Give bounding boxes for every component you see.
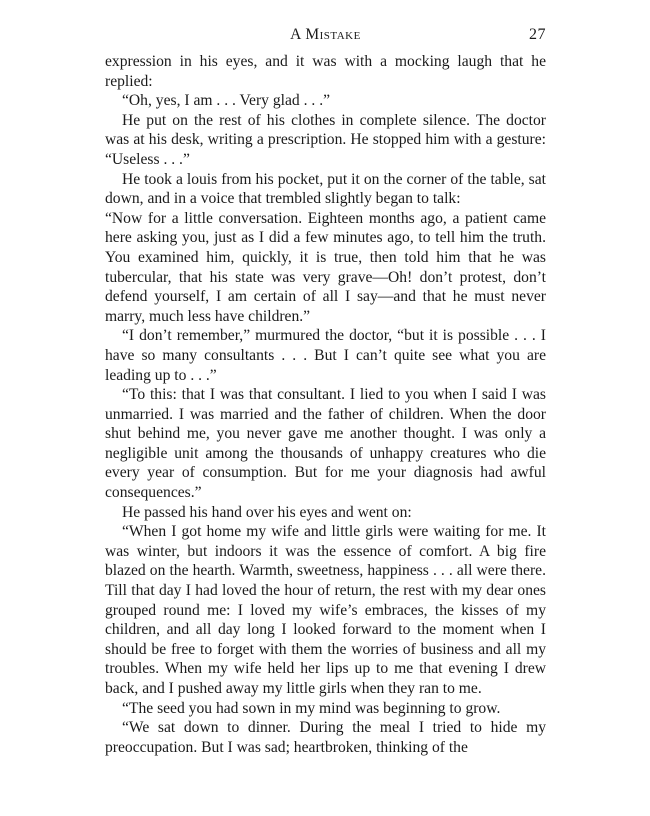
paragraph: He passed his hand over his eyes and went on:: [122, 503, 412, 521]
paragraph: “When I got home my wife and little girls were waiting for me. It was winter, but indoors it was the essence of comfort. A big fire blazed on the hearth. Warmth, sweetness, happiness . . . all were there. Till that day I had loved the hour of return, the rest with my dear ones grouped round me: I loved my wife’s embraces, the kisses of my children, and all day long I looked forward to the moment when I should be free to forget with them the worries of business and all my troubles. When my wife held her lips up to me that evening I drew back, and I pushed away my little girls when they ran to me.: [105, 523, 546, 697]
paragraph: “The seed you had sown in my mind was beginning to grow.: [122, 699, 501, 717]
paragraph: “We sat down to dinner. During the meal I tried to hide my preoccupation. But I was sad; heartbroken, thinking of the: [105, 719, 546, 756]
book-page: [105, 22, 546, 757]
paragraph: He put on the rest of his clothes in complete silence. The doctor was at his desk, writing a prescription. He stopped him with a gesture: “Useless . . .”: [105, 111, 546, 168]
running-title: A Mistake: [290, 26, 361, 43]
paragraph: “I don’t remember,” murmured the doctor, “but it is possible . . . I have so many consultants . . . But I can’t quite see what you are leading up to . . .”: [105, 327, 546, 384]
paragraph: “Now for a little conversation. Eighteen months ago, a patient came here asking you, just as I did a few minutes ago, to tell him the truth. You examined him, quickly, it is true, then told him that he was tubercular, that his state was very grave—Oh! don’t protest, don’t defend yourself, I am certain of all I say—and that he must never marry, much less have children.”: [105, 209, 546, 325]
body-text: [105, 52, 546, 757]
paragraph: expression in his eyes, and it was with a mocking laugh that he replied:: [105, 53, 546, 90]
running-head: [105, 22, 546, 48]
paragraph: “Oh, yes, I am . . . Very glad . . .”: [122, 92, 331, 110]
page-number: 27: [529, 26, 546, 43]
paragraph: “To this: that I was that consultant. I lied to you when I said I was unmarried. I was married and the father of children. When the door shut behind me, you never gave me another thought. I was only a negligible unit among the thousands of unhappy creatures who die every year of consumption. But for me your diagnosis had awful consequences.”: [105, 386, 546, 502]
paragraph: He took a louis from his pocket, put it on the corner of the table, sat down, and in a voice that trembled slightly began to talk:: [105, 170, 546, 208]
